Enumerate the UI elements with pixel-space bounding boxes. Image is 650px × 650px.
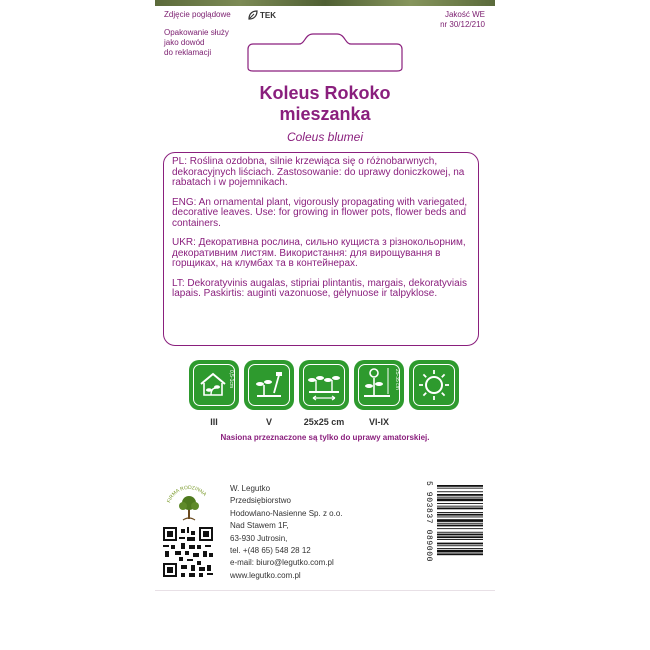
sun-icon [409,360,459,410]
amateur-use-note: Nasiona przeznaczone są tylko do uprawy amatorskiej. [220,433,430,442]
company-line: W. Legutko [230,484,271,493]
barcode-bar [437,499,483,502]
qr-code [163,527,213,577]
seed-packet [155,0,495,650]
description-eng: ENG: An ornamental plant, vigorously propagating with variegated, decorative leaves. Use: for growing in flower pots, flower beds and containers. [172,196,468,229]
barcode-bar [437,553,483,555]
flowering-height-icon [354,360,404,410]
packet-fold-line [155,590,495,591]
barcode-bar [437,523,483,524]
hang-tab-outline [247,32,403,72]
greenhouse-sowing-icon [189,360,239,410]
barcode-bar [437,519,483,522]
barcode-bar [437,491,483,492]
company-address [230,483,343,582]
leaf-icon [248,10,258,20]
latin-name: Coleus blumei [286,130,364,144]
complaint-line: jako dowód [164,38,205,47]
complaint-note [164,28,254,58]
plant-height: 25-35 cm [394,369,400,390]
company-line: Hodowlano-Nasienne Sp. z o.o. [230,508,343,518]
description-ukr: UKR: Декоративна рослина, сильно кущиста з різнокольорним, декоративним листям. Використання: для вирощування в горщиках, на клумбах та в контейнерах. [172,237,466,269]
sowing-depth: 0,5-1cm [228,370,234,389]
description-lt: LT: Dekoratyvinis augalas, stipriai plintantis, margais, dekoratyviais lapais. Paskirtis: auginti vazonuose, gėlynuose ir talpyklose. [172,277,467,299]
barcode-bar [437,525,483,527]
barcode-bar [437,494,483,496]
barcode-bar [437,539,483,540]
complaint-line: Opakowanie służy [164,28,229,37]
barcode-bar [437,528,483,529]
barcode-bar [437,534,483,536]
barcode-bar [437,508,483,510]
company-line: 63-930 Jutrosin, [230,533,288,543]
barcode-number: 5 903837 089000 [424,481,433,563]
planting-month-label: V [265,417,272,427]
flowering-label: VI-IX [368,417,389,427]
barcode-bar [437,545,483,546]
barcode-bar [437,536,483,538]
illustrative-photo-label: Zdjęcie poglądowe [164,10,231,19]
product-title [155,83,495,125]
logo-text: FIRMA RODZINNA [166,484,208,504]
icon-labels [189,417,459,427]
family-company-logo [163,483,215,523]
barcode-bars [427,481,485,577]
barcode-bar [437,503,483,504]
company-line: Nad Stawem 1F, [230,521,289,531]
complaint-line: do reklamacji [164,48,212,57]
sowing-month-label: III [210,417,218,427]
company-phone: tel. +(48 65) 548 28 12 [230,546,311,556]
quality-line-1: Jakość WE [444,10,485,19]
barcode-bar [437,488,483,489]
description-box [163,152,479,346]
barcode-bar [437,543,483,545]
photo-strip [155,0,495,6]
company-line: Przedsiębiorstwo [230,496,291,506]
tek-badge [248,10,276,20]
sun-label [409,417,459,427]
barcode-bar [437,517,483,518]
product-title-line-2: mieszanka [279,104,371,124]
barcode-bar [437,532,483,533]
barcode-bar [437,550,483,553]
spacing-label: 25x25 cm [303,417,345,427]
description-pl: PL: Roślina ozdobna, silnie krzewiąca się o różnobarwnych, dekoracyjnych liściach. Zastosowanie: do uprawy doniczkowej, na rabatach i w pojemnikach. [172,156,465,188]
barcode-bar [437,514,483,516]
barcode-bar [437,497,483,498]
barcode-bar [437,512,483,513]
barcode [424,481,485,577]
company-website: www.legutko.com.pl [230,570,301,580]
quality-label [440,10,485,30]
company-email: e-mail: biuro@legutko.com.pl [230,558,334,568]
barcode-bar [437,506,483,507]
product-title-line-1: Koleus Rokoko [259,83,391,103]
barcode-bar [437,548,483,549]
spacing-icon [299,360,349,410]
barcode-bar [437,485,483,487]
planting-out-icon [244,360,294,410]
tek-label: TEK [260,10,276,20]
cultivation-icons [189,360,459,410]
quality-line-2: nr 30/12/210 [440,20,485,29]
